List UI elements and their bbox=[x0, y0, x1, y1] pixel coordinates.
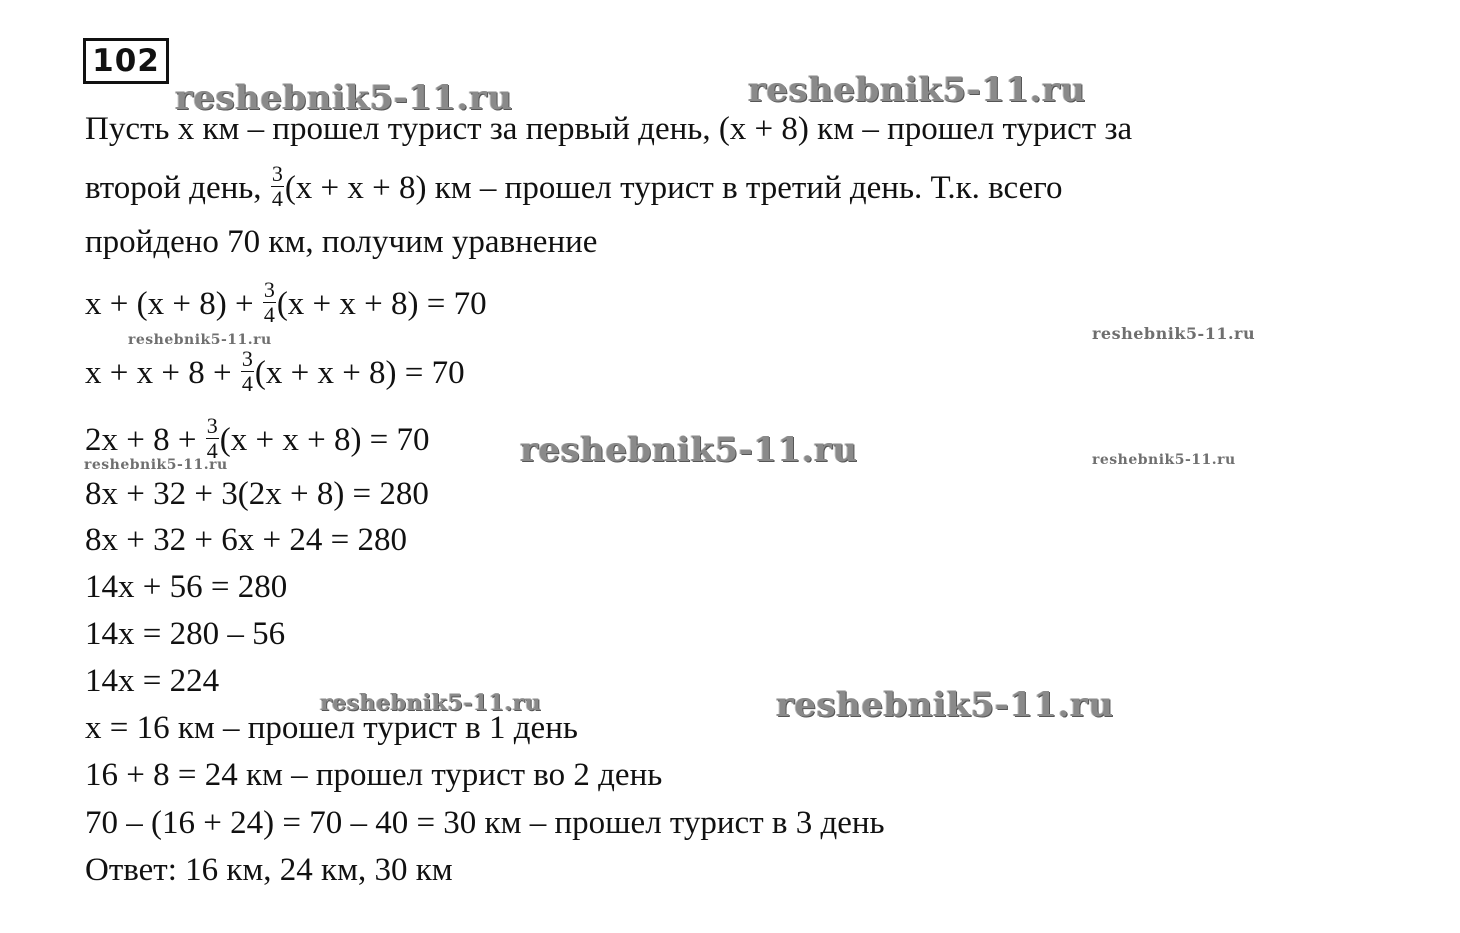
answer-line: Ответ: 16 км, 24 км, 30 км bbox=[85, 852, 453, 888]
equation-line bbox=[85, 413, 430, 467]
watermark-logo: reshebnik5-11.ru bbox=[776, 685, 1114, 725]
text-segment: второй день, bbox=[85, 170, 270, 207]
problem-number-box: 102 bbox=[83, 38, 169, 84]
equation-segment: 2x + 8 + bbox=[85, 422, 205, 459]
equation-segment: x + (x + 8) + bbox=[85, 286, 262, 323]
text-line bbox=[85, 161, 1063, 215]
fraction-numerator: 3 bbox=[263, 277, 275, 302]
equation-line: 8x + 32 + 3(2x + 8) = 280 bbox=[85, 476, 429, 512]
fraction bbox=[263, 278, 276, 327]
equation-line: 14x = 224 bbox=[85, 663, 220, 699]
equation-segment: (x + x + 8) = 70 bbox=[276, 286, 487, 323]
fraction-denominator: 4 bbox=[241, 371, 253, 396]
fraction-denominator: 4 bbox=[263, 302, 275, 327]
watermark-logo: reshebnik5-11.ru bbox=[1092, 324, 1256, 343]
fraction-numerator: 3 bbox=[206, 413, 218, 438]
equation-line: 16 + 8 = 24 км – прошел турист во 2 день bbox=[85, 757, 663, 793]
watermark-logo: reshebnik5-11.ru bbox=[320, 690, 542, 716]
equation-line: 8x + 32 + 6x + 24 = 280 bbox=[85, 522, 407, 558]
fraction-numerator: 3 bbox=[241, 346, 253, 371]
equation-line: 14x = 280 – 56 bbox=[85, 616, 286, 652]
fraction-numerator: 3 bbox=[271, 161, 283, 186]
equation-segment: (x + x + 8) = 70 bbox=[254, 355, 465, 392]
fraction bbox=[271, 162, 284, 211]
text-line: Пусть x км – прошел турист за первый день, (x + 8) км – прошел турист за bbox=[85, 111, 1133, 147]
equation-line: 70 – (16 + 24) = 70 – 40 = 30 км – прошел турист в 3 день bbox=[85, 805, 885, 841]
text-line: пройдено 70 км, получим уравнение bbox=[85, 224, 598, 260]
fraction-denominator: 4 bbox=[206, 438, 218, 463]
watermark-logo: reshebnik5-11.ru bbox=[84, 457, 228, 473]
watermark-logo: reshebnik5-11.ru bbox=[520, 430, 858, 470]
fraction-denominator: 4 bbox=[271, 186, 283, 211]
equation-line: 14x + 56 = 280 bbox=[85, 569, 288, 605]
fraction bbox=[241, 347, 254, 396]
text-segment: (x + x + 8) км – прошел турист в третий день. Т.к. всего bbox=[284, 170, 1063, 207]
watermark-logo: reshebnik5-11.ru bbox=[1092, 452, 1236, 468]
watermark-logo: reshebnik5-11.ru bbox=[128, 332, 272, 348]
equation-line bbox=[85, 346, 465, 400]
equation-segment: x + x + 8 + bbox=[85, 355, 240, 392]
equation-segment: (x + x + 8) = 70 bbox=[219, 422, 430, 459]
watermark-logo: reshebnik5-11.ru bbox=[748, 70, 1086, 110]
equation-line: x = 16 км – прошел турист в 1 день bbox=[85, 710, 578, 746]
fraction bbox=[206, 414, 219, 463]
equation-line bbox=[85, 277, 487, 331]
watermark-logo: reshebnik5-11.ru bbox=[175, 78, 513, 118]
